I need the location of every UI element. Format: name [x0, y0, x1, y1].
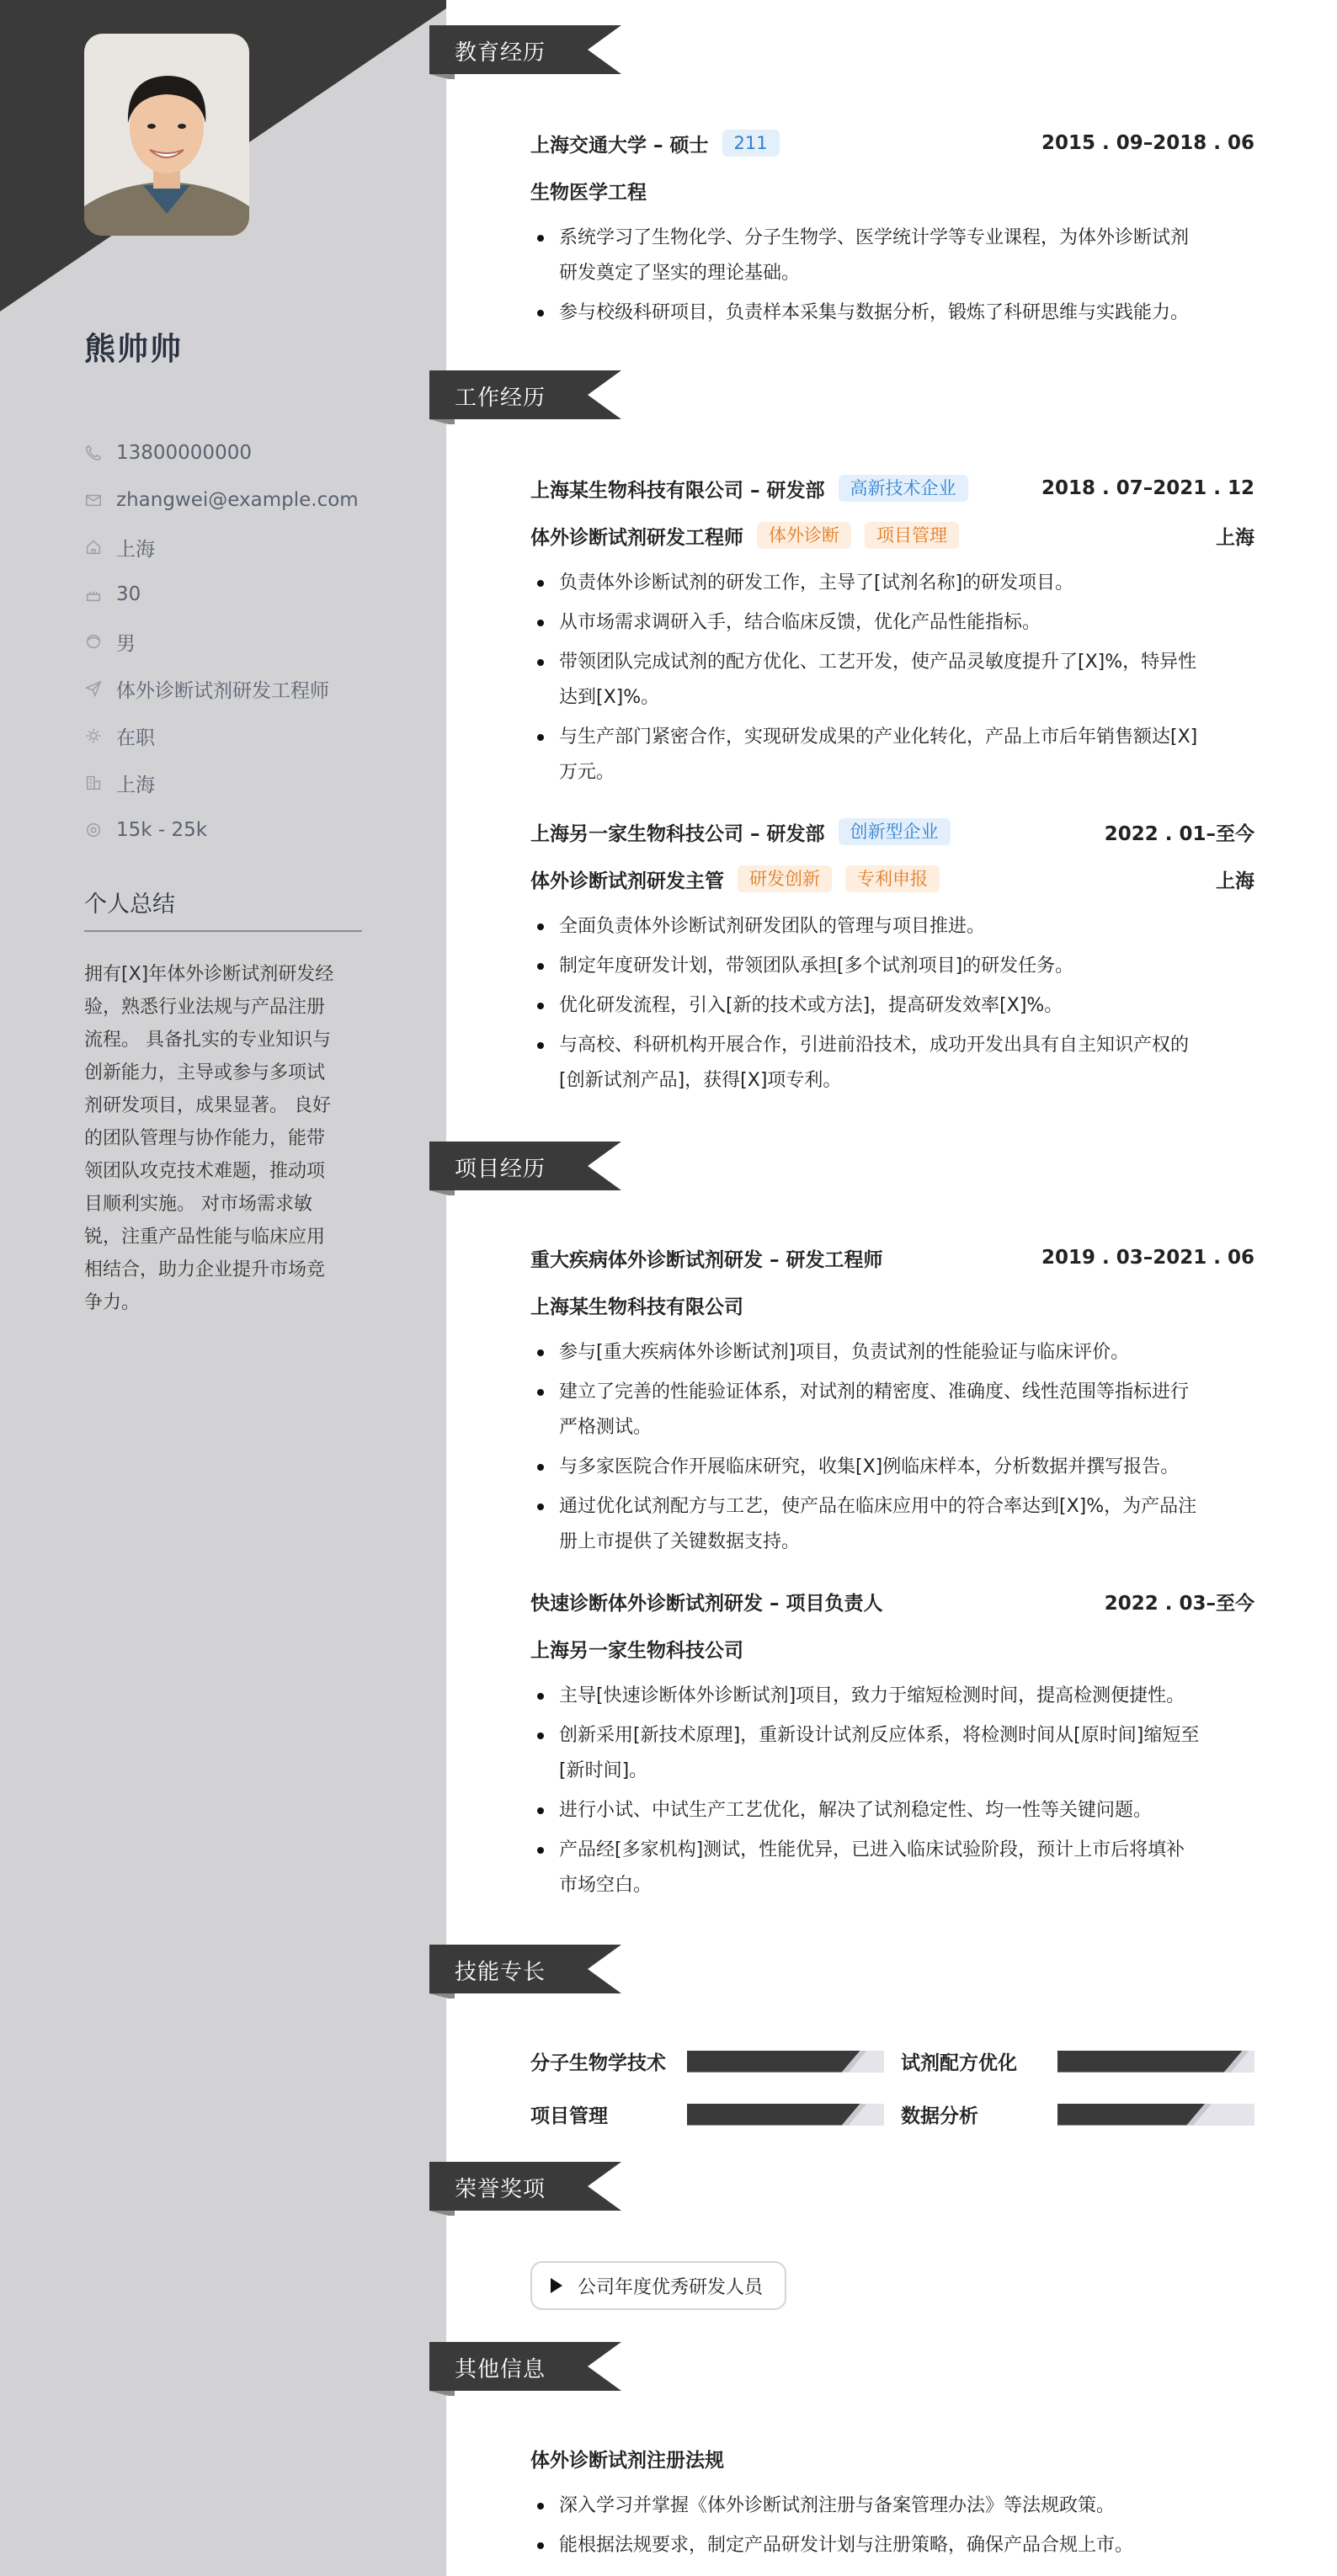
role-tag: 项目管理 [865, 522, 959, 549]
project-entry [530, 1578, 1254, 1908]
bullet-item: 带领团队完成试剂的配方优化、工艺开发，使产品灵敏度提升了[X]%，特异性 达到[X]%。 [530, 645, 1254, 716]
skill-fill [1057, 2051, 1243, 2073]
skill-fill [687, 2104, 860, 2126]
skill-bar [687, 2051, 884, 2073]
gender-icon [84, 632, 103, 651]
bullet-item: 从市场需求调研入手，结合临床反馈，优化产品性能指标。 [530, 605, 1254, 641]
project-title: 重大疾病体外诊断试剂研发 – 研发工程师 [530, 1248, 883, 1271]
summary-line: 流程。 具备扎实的专业知识与 [84, 1030, 331, 1051]
skill-item [530, 2047, 884, 2075]
summary-line: 争力。 [84, 1292, 141, 1313]
summary-line: 领团队攻克技术难题，推动项 [84, 1161, 326, 1182]
summary-line: 验，熟悉行业法规与产品注册 [84, 997, 326, 1018]
education-entry [530, 120, 1254, 335]
contact-status [84, 712, 370, 759]
work-entry [530, 808, 1254, 1103]
other-title: 体外诊断试剂注册法规 [530, 2449, 724, 2472]
candidate-name: 熊帅帅 [84, 331, 183, 367]
project-entry [530, 1234, 1254, 1564]
bullet-item: 深入学习并掌握《体外诊断试剂注册与备案管理办法》等法规政策。 [530, 2488, 1254, 2524]
bullet-item: 产品经[多家机构]测试，性能优异，已进入临床试验阶段，预计上市后将填补 市场空白。 [530, 1833, 1254, 1903]
project-company: 上海某生物科技有限公司 [530, 1296, 743, 1318]
bullet-item: 通过优化试剂配方与工艺，使产品在临床应用中的符合率达到[X]%，为产品注 册上市提供了关键数据支持。 [530, 1489, 1254, 1560]
main-content [446, 0, 1337, 2576]
project-company: 上海另一家生物科技公司 [530, 1639, 743, 1662]
section-title: 其他信息 [455, 2357, 546, 2382]
bullet-item: 制定年度研发计划，带领团队承担[多个试剂项目]的研发任务。 [530, 949, 1254, 984]
summary-title: 个人总结 [84, 886, 362, 932]
email-icon [84, 491, 103, 509]
age-icon [84, 585, 103, 604]
summary-text [84, 958, 364, 1319]
bullet-item: 参与校级科研项目，负责样本采集与数据分析，锻炼了科研思维与实践能力。 [530, 295, 1254, 331]
role-tag: 专利申报 [845, 865, 940, 892]
skill-fill [687, 2051, 860, 2073]
job-role: 体外诊断试剂研发工程师 [530, 526, 743, 549]
role-tag: 体外诊断 [757, 522, 851, 549]
skill-bar [1057, 2104, 1254, 2126]
bullet-item: 能根据法规要求，制定产品研发计划与注册策略，确保产品合规上市。 [530, 2528, 1254, 2563]
project-title: 快速诊断体外诊断试剂研发 – 项目负责人 [530, 1592, 883, 1615]
work-city: 上海 [1216, 526, 1254, 549]
skill-fill [1057, 2104, 1206, 2126]
skill-name: 分子生物学技术 [530, 2052, 666, 2074]
school-name: 上海交通大学 – 硕士 [530, 134, 709, 157]
company-name: 上海另一家生物科技公司 – 研发部 [530, 822, 825, 845]
section-header-skills [429, 1945, 621, 1993]
skill-name: 试剂配方优化 [901, 2052, 1017, 2074]
skill-item [901, 2047, 1254, 2075]
contact-gender [84, 618, 370, 665]
skills-grid [530, 2047, 1254, 2128]
contact-text: 体外诊断试剂研发工程师 [116, 679, 329, 702]
skill-name: 项目管理 [530, 2105, 608, 2127]
company-badge: 高新技术企业 [839, 475, 968, 502]
school-badge: 211 [722, 130, 780, 157]
bullet-item: 建立了完善的性能验证体系，对试剂的精密度、准确度、线性范围等指标进行 严格测试。 [530, 1375, 1254, 1445]
bullet-item: 与多家医院合作开展临床研究，收集[X]例临床样本，分析数据并撰写报告。 [530, 1450, 1254, 1485]
role-tag: 研发创新 [738, 865, 832, 892]
contact-text: 13800000000 [116, 442, 252, 464]
project-date: 2022 . 03–至今 [1104, 1592, 1254, 1615]
contact-email [84, 476, 370, 524]
status-icon [84, 726, 103, 745]
summary-line: 创新能力，主导或参与多项试 [84, 1062, 326, 1083]
home-icon [84, 538, 103, 556]
section-header-honors [429, 2162, 621, 2211]
contact-position [84, 665, 370, 712]
play-icon [551, 2278, 562, 2293]
contact-text: 在职 [116, 726, 155, 749]
contact-age [84, 571, 370, 618]
avatar [84, 34, 249, 236]
contact-city [84, 759, 370, 806]
major: 生物医学工程 [530, 181, 647, 204]
send-icon [84, 679, 103, 698]
contact-text: 30 [116, 583, 141, 605]
building-icon [84, 774, 103, 792]
summary-line: 相结合，助力企业提升市场竞 [84, 1259, 326, 1280]
contact-text: 上海 [116, 774, 155, 796]
skill-item [530, 2100, 884, 2128]
summary-line: 锐，注重产品性能与临床应用 [84, 1227, 326, 1248]
bullet-item: 创新采用[新技术原理]，重新设计试剂反应体系，将检测时间从[原时间]缩短至 [新时间]。 [530, 1718, 1254, 1789]
skill-bar [1057, 2051, 1254, 2073]
company-name: 上海某生物科技有限公司 – 研发部 [530, 479, 825, 502]
section-title: 技能专长 [455, 1960, 546, 1985]
bullet-item: 与生产部门紧密合作，实现研发成果的产业化转化，产品上市后年销售额达[X] 万元。 [530, 720, 1254, 790]
work-entry [530, 465, 1254, 795]
contact-list [84, 429, 370, 854]
contact-text: 男 [116, 632, 136, 655]
work-date: 2022 . 01–至今 [1104, 822, 1254, 845]
honors-list [530, 2261, 1254, 2310]
section-title: 教育经历 [455, 40, 546, 66]
bullet-item: 进行小试、中试生产工艺优化，解决了试剂稳定性、均一性等关键问题。 [530, 1793, 1254, 1828]
section-title: 工作经历 [455, 386, 546, 411]
skill-name: 数据分析 [901, 2105, 978, 2127]
phone-icon [84, 444, 103, 462]
education-date: 2015 . 09–2018 . 06 [1041, 132, 1254, 154]
job-role: 体外诊断试剂研发主管 [530, 870, 724, 892]
bullet-item: 系统学习了生物化学、分子生物学、医学统计学等专业课程，为体外诊断试剂 研发奠定了坚实的理论基础。 [530, 221, 1254, 291]
contact-phone [84, 429, 370, 476]
bullet-item: 全面负责体外诊断试剂研发团队的管理与项目推进。 [530, 909, 1254, 945]
section-header-work [429, 370, 621, 419]
bullet-item: 与高校、科研机构开展合作，引进前沿技术，成功开发出具有自主知识产权的 [创新试剂产品]，获得[X]项专利。 [530, 1028, 1254, 1099]
company-badge: 创新型企业 [839, 818, 951, 845]
other-entry [530, 2435, 1254, 2568]
section-title: 荣誉奖项 [455, 2177, 546, 2202]
honor-item [530, 2261, 786, 2310]
project-date: 2019 . 03–2021 . 06 [1041, 1247, 1254, 1269]
section-header-project [429, 1142, 621, 1190]
summary-line: 目顺利实施。 对市场需求敏 [84, 1194, 312, 1215]
section-header-other [429, 2342, 621, 2391]
skill-bar [687, 2104, 884, 2126]
skill-item [901, 2100, 1254, 2128]
contact-text: 上海 [116, 538, 155, 561]
salary-icon [84, 821, 103, 839]
bullet-item: 参与[重大疾病体外诊断试剂]项目，负责试剂的性能验证与临床评价。 [530, 1335, 1254, 1370]
contact-salary [84, 806, 370, 854]
section-header-education [429, 25, 621, 74]
section-title: 项目经历 [455, 1157, 546, 1182]
work-city: 上海 [1216, 870, 1254, 892]
sidebar [0, 0, 446, 2576]
honor-text: 公司年度优秀研发人员 [578, 2276, 764, 2298]
contact-text: zhangwei@example.com [116, 489, 359, 511]
work-date: 2018 . 07–2021 . 12 [1041, 477, 1254, 499]
summary-line: 的团队管理与协作能力，能带 [84, 1128, 326, 1149]
contact-text: 15k - 25k [116, 819, 208, 841]
summary-line: 剂研发项目，成果显著。 良好 [84, 1095, 331, 1116]
bullet-item: 优化研发流程，引入[新的技术或方法]，提高研发效率[X]%。 [530, 988, 1254, 1024]
summary-line: 拥有[X]年体外诊断试剂研发经 [84, 964, 334, 985]
bullet-item: 负责体外诊断试剂的研发工作，主导了[试剂名称]的研发项目。 [530, 566, 1254, 601]
bullet-item: 主导[快速诊断体外诊断试剂]项目，致力于缩短检测时间，提高检测便捷性。 [530, 1679, 1254, 1714]
avatar-portrait-icon [84, 34, 249, 236]
contact-home [84, 524, 370, 571]
